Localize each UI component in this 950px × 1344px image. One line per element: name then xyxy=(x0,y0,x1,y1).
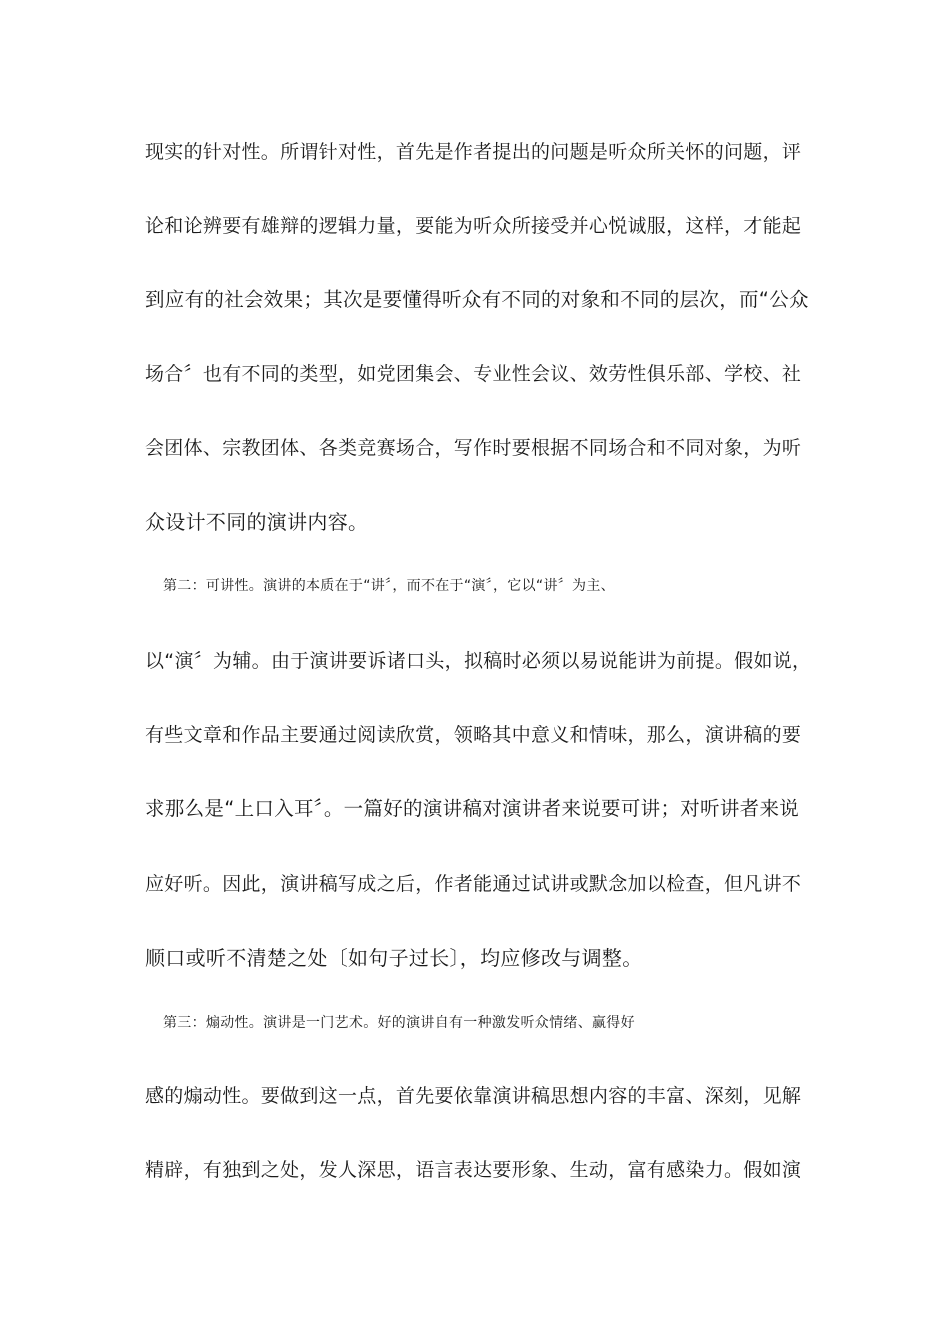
text-line: 到应有的社会效果；其次是要懂得听众有不同的对象和不同的层次，而“公众 xyxy=(145,288,809,311)
text-line: 会团体、宗教团体、各类竞赛场合，写作时要根据不同场合和不同对象，为听 xyxy=(145,437,802,459)
text-line: 应好听。因此，演讲稿写成之后，作者能通过试讲或默念加以检查，但凡讲不 xyxy=(145,873,802,895)
text-line: 感的煽动性。要做到这一点，首先要依靠演讲稿思想内容的丰富、深刻，见解 xyxy=(145,1085,802,1107)
text-line: 求那么是“上口入耳〞。一篇好的演讲稿对演讲者来说要可讲；对听讲者来说 xyxy=(145,797,800,820)
text-line: 众设计不同的演讲内容。 xyxy=(145,510,369,534)
text-line: 场合〞也有不同的类型，如党团集会、专业性会议、效劳性俱乐部、学校、社 xyxy=(145,363,802,385)
text-line: 顺口或听不清楚之处〔如句子过长〕，均应修改与调整。 xyxy=(145,946,643,970)
text-line: 有些文章和作品主要通过阅读欣赏，领略其中意义和情味，那么，演讲稿的要 xyxy=(145,724,802,746)
text-line: 论和论辨要有雄辩的逻辑力量，要能为听众所接受并心悦诚服，这样，才能起 xyxy=(145,215,802,237)
text-line: 精辟，有独到之处，发人深思，语言表达要形象、生动，富有感染力。假如演 xyxy=(145,1159,802,1181)
paragraph-start-line: 第二：可讲性。演讲的本质在于“讲〞，而不在于“演〞，它以“讲〞为主、 xyxy=(163,578,615,594)
text-line: 以“演〞为辅。由于演讲要诉诸口头，拟稿时必须以易说能讲为前提。假如说， xyxy=(145,650,812,672)
text-line: 现实的针对性。所谓针对性，首先是作者提出的问题是听众所关怀的问题，评 xyxy=(145,141,802,163)
paragraph-start-line: 第三：煽动性。演讲是一门艺术。好的演讲自有一种激发听众情绪、赢得好 xyxy=(163,1015,635,1031)
